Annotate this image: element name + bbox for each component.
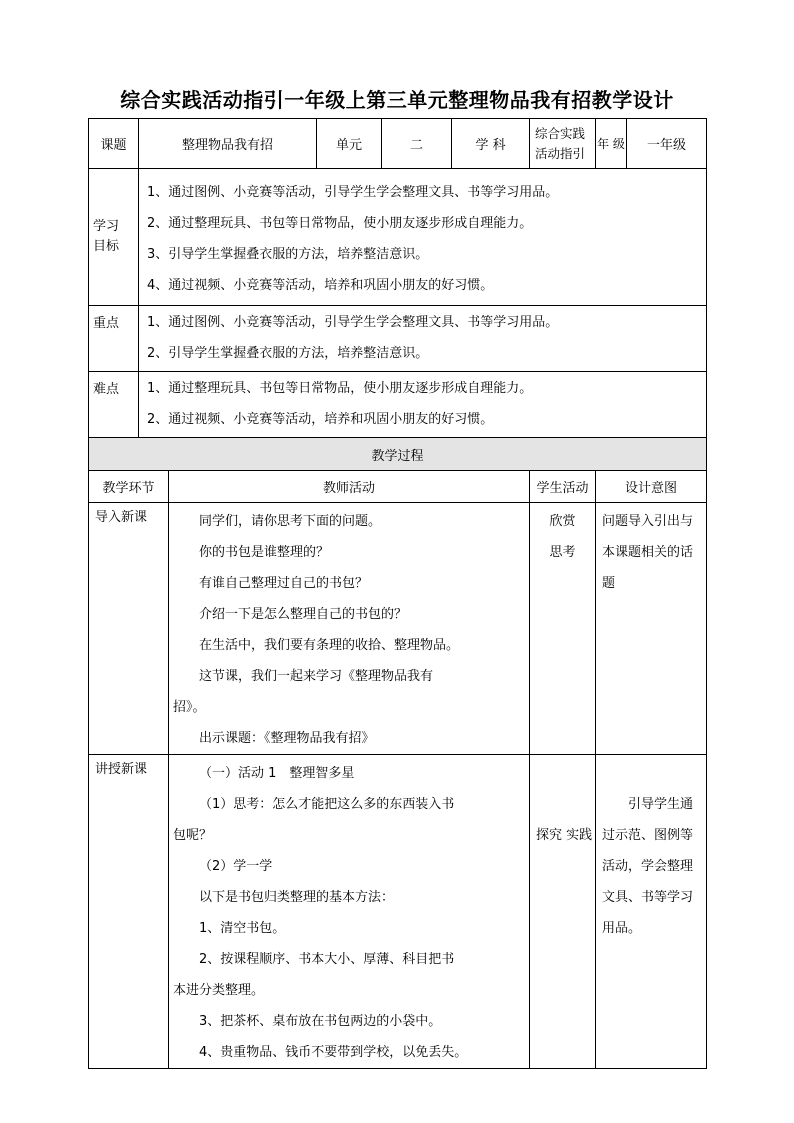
column-header-row <box>89 471 707 503</box>
lesson-row <box>89 755 707 1069</box>
header-row <box>89 119 707 169</box>
process-header-row <box>89 438 707 471</box>
lesson-design-intent: 引导学生通 过示范、图例等 活动，学会整理 文具、书等学习 用品。 <box>596 755 707 1069</box>
intro-design-intent: 问题导入引出与 本课题相关的话 题 <box>596 503 707 755</box>
unit-value: 二 <box>382 119 452 169</box>
lesson-plan-table <box>88 118 707 1069</box>
page-title: 综合实践活动指引一年级上第三单元整理物品我有招教学设计 <box>120 88 674 112</box>
intro-row <box>89 503 707 755</box>
key-point-item: 1、通过图例、小竞赛等活动，引导学生学会整理文具、书等学习用品。 <box>147 315 559 330</box>
topic-value: 整理物品我有招 <box>139 119 317 169</box>
key-points-list <box>139 306 707 372</box>
lesson-stage: 讲授新课 <box>89 755 169 1069</box>
intro-stage: 导入新课 <box>89 503 169 755</box>
goal-item: 3、引导学生掌握叠衣服的方法，培养整洁意识。 <box>147 247 429 262</box>
lesson-student-activity: 探究 实践 <box>530 755 596 1069</box>
goals-label: 学习 目标 <box>89 169 139 306</box>
grade-label: 年 级 <box>596 119 627 169</box>
column-header-student: 学生活动 <box>530 471 596 503</box>
subject-value: 综合实践 活动指引 <box>530 119 596 169</box>
process-header: 教学过程 <box>89 438 707 471</box>
key-point-item: 2、引导学生掌握叠衣服的方法，培养整洁意识。 <box>147 346 429 361</box>
column-header-teacher: 教师活动 <box>169 471 530 503</box>
key-points-label: 重点 <box>89 306 139 372</box>
goal-item: 4、通过视频、小竞赛等活动，培养和巩固小朋友的好习惯。 <box>147 278 494 293</box>
difficulties-list <box>139 372 707 438</box>
column-header-design: 设计意图 <box>596 471 707 503</box>
difficulty-item: 1、通过整理玩具、书包等日常物品，使小朋友逐步形成自理能力。 <box>147 381 533 396</box>
difficulties-row <box>89 372 707 438</box>
key-points-row <box>89 306 707 372</box>
lesson-teacher-activity: （一）活动 1 整理智多星 （1）思考：怎么才能把这么多的东西装入书 包呢？ （2）学一学 以下是书包归类整理的基本方法： 1、清空书包。 2、按课程顺序、书本大小、厚薄、科目把书 本进分类整理。 3、把茶杯、桌布放在书包两边的小袋中。 4、贵重物品、钱币不要带到学校，以免丢失。 <box>169 755 530 1069</box>
goals-row <box>89 169 707 306</box>
topic-label: 课题 <box>89 119 139 169</box>
goal-item: 1、通过图例、小竞赛等活动，引导学生学会整理文具、书等学习用品。 <box>147 185 559 200</box>
goal-item: 2、通过整理玩具、书包等日常物品，使小朋友逐步形成自理能力。 <box>147 216 533 231</box>
intro-student-activity: 欣赏 思考 <box>530 503 596 755</box>
difficulties-label: 难点 <box>89 372 139 438</box>
intro-teacher-activity: 同学们，请你思考下面的问题。 你的书包是谁整理的？ 有谁自己整理过自己的书包？ 介绍一下是怎么整理自己的书包的？ 在生活中，我们要有条理的收拾、整理物品。 这节课，我们一起来学习《整理物品我有 招》。 出示课题：《整理物品我有招》 <box>169 503 530 755</box>
unit-label: 单元 <box>317 119 382 169</box>
difficulty-item: 2、通过视频、小竞赛等活动，培养和巩固小朋友的好习惯。 <box>147 412 494 427</box>
grade-value: 一年级 <box>627 119 707 169</box>
goals-list <box>139 169 707 306</box>
subject-label: 学 科 <box>452 119 530 169</box>
column-header-stage: 教学环节 <box>89 471 169 503</box>
